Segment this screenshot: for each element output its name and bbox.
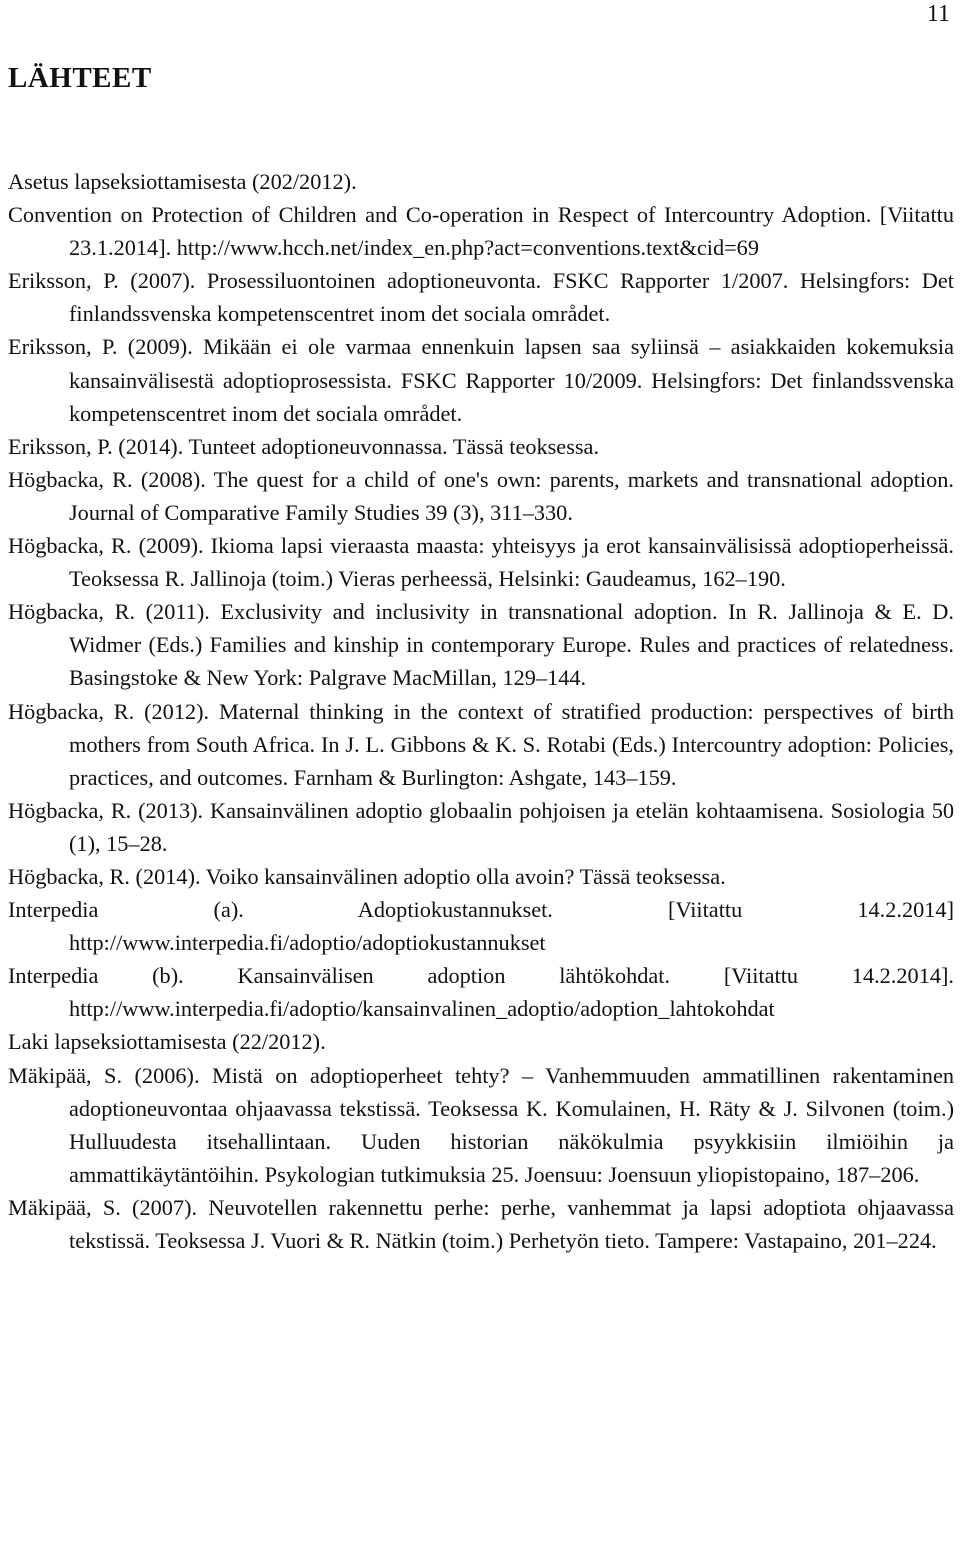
page-title: LÄHTEET <box>8 62 152 94</box>
reference-item: Interpedia (a). Adoptiokustannukset. [Viitattu 14.2.2014] http://www.interpedia.fi/adoptio/adoptiokustannukset <box>8 897 954 956</box>
reference-item: Eriksson, P. (2007). Prosessiluontoinen adoptioneuvonta. FSKC Rapporter 1/2007. Helsingfors: Det finlandssvenska kompetenscentret inom det sociala området. <box>8 268 954 327</box>
page-number: 11 <box>926 1 950 27</box>
reference-item: Interpedia (b). Kansainvälisen adoption lähtökohdat. [Viitattu 14.2.2014]. http://www.interpedia.fi/adoptio/kansainvalinen_adoptio/adoption_lahtokohdat <box>8 963 954 1022</box>
reference-item: Högbacka, R. (2008). The quest for a child of one's own: parents, markets and transnational adoption. Journal of Comparative Family Studies 39 (3), 311–330. <box>8 466 954 525</box>
reference-item: Högbacka, R. (2011). Exclusivity and inclusivity in transnational adoption. In R. Jallinoja & E. D. Widmer (Eds.) Families and kinship in contemporary Europe. Rules and practices of relatedness. Basingstoke & New York: Palgrave MacMillan, 129–144. <box>8 599 954 691</box>
reference-item: Laki lapseksiottamisesta (22/2012). <box>8 1029 326 1055</box>
reference-list <box>8 165 954 1257</box>
reference-item: Convention on Protection of Children and Co-operation in Respect of Intercountry Adoption. [Viitattu 23.1.2014]. http://www.hcch.net/index_en.php?act=conventions.text&cid=69 <box>8 202 954 261</box>
reference-item: Högbacka, R. (2012). Maternal thinking in the context of stratified production: perspectives of birth mothers from South Africa. In J. L. Gibbons & K. S. Rotabi (Eds.) Intercountry adoption: Policies, practices, and outcomes. Farnham & Burlington: Ashgate, 143–159. <box>8 698 954 790</box>
reference-item: Mäkipää, S. (2006). Mistä on adoptioperheet tehty? – Vanhemmuuden ammatillinen rakentaminen adoptioneuvontaa ohjaavassa tekstissä. Teoksessa K. Komulainen, H. Räty & J. Silvonen (toim.) Hulluudesta itsehallintaan. Uuden historian näkökulmia psyykkisiin ilmiöihin ja ammattikäytäntöihin. Psykologian tutkimuksia 25. Joensuu: Joensuun yliopistopaino, 187–206. <box>8 1062 954 1187</box>
reference-item: Eriksson, P. (2009). Mikään ei ole varmaa ennenkuin lapsen saa syliinsä – asiakkaiden kokemuksia kansainvälisestä adoptioprosessista. FSKC Rapporter 10/2009. Helsingfors: Det finlandssvenska kompetenscentret inom det sociala området. <box>8 334 954 426</box>
reference-item: Mäkipää, S. (2007). Neuvotellen rakennettu perhe: perhe, vanhemmat ja lapsi adoptiota ohjaavassa tekstissä. Teoksessa J. Vuori & R. Nätkin (toim.) Perhetyön tieto. Tampere: Vastapaino, 201–224. <box>8 1194 954 1253</box>
reference-item: Asetus lapseksiottamisesta (202/2012). <box>8 169 357 194</box>
reference-item: Högbacka, R. (2014). Voiko kansainvälinen adoptio olla avoin? Tässä teoksessa. <box>8 863 726 889</box>
reference-item: Eriksson, P. (2014). Tunteet adoptioneuvonnassa. Tässä teoksessa. <box>8 433 600 459</box>
reference-item: Högbacka, R. (2013). Kansainvälinen adoptio globaalin pohjoisen ja etelän kohtaamisena. Sosiologia 50 (1), 15–28. <box>8 797 954 856</box>
reference-item: Högbacka, R. (2009). Ikioma lapsi vieraasta maasta: yhteisyys ja erot kansainvälisissä adoptioperheissä. Teoksessa R. Jallinoja (toim.) Vieras perheessä, Helsinki: Gaudeamus, 162–190. <box>8 533 954 592</box>
